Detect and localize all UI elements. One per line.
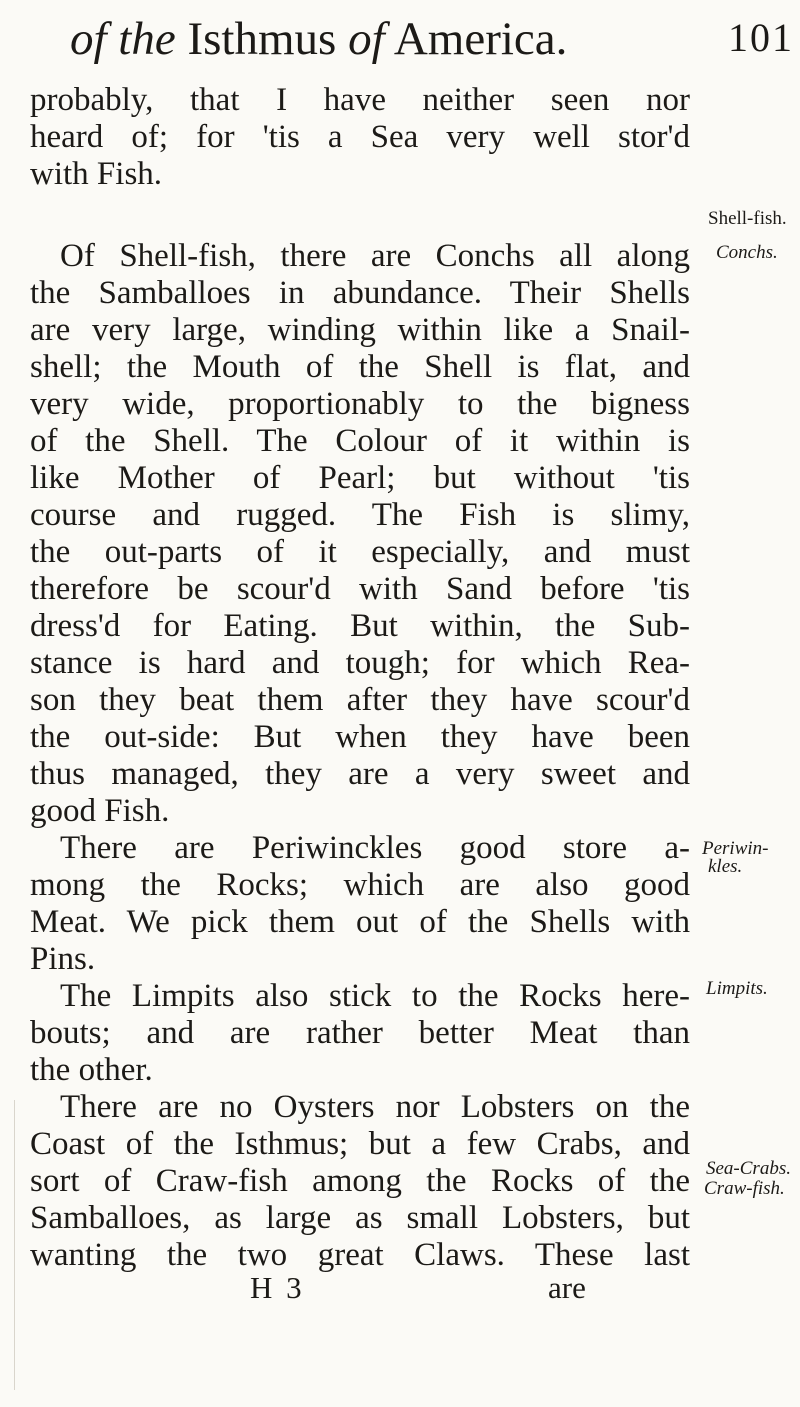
text-line: Meat. We pick them out of the Shells with [30,904,690,940]
title-main: Isthmus [187,13,337,65]
text-line: The Limpits also stick to the Rocks here- [60,978,690,1014]
margin-note-sea-crabs: Sea-Crabs. [706,1158,791,1179]
text-line: good Fish. [30,793,170,829]
text-line: very wide, proportionably to the bigness [30,386,690,422]
text-line: are very large, winding within like a Snail- [30,312,690,348]
text-line: Pins. [30,941,96,977]
text-line: the other. [30,1052,153,1088]
running-header [0,8,800,68]
page-number: 101 [728,15,794,60]
margin-note-limpits: Limpits. [706,978,768,999]
text-line: dress'd for Eating. But within, the Sub- [30,608,690,644]
text-line: of the Shell. The Colour of it within is [30,423,690,459]
title-italic-part-2: of [348,13,385,65]
text-line: sort of Craw-fish among the Rocks of the [30,1163,690,1199]
text-line: therefore be scour'd with Sand before 'tis [30,571,690,607]
text-line: bouts; and are rather better Meat than [30,1015,690,1051]
catchword: are [548,1270,586,1305]
margin-note-conchs: Conchs. [716,242,778,263]
text-line: Coast of the Isthmus; but a few Crabs, and [30,1126,690,1162]
title-end: America. [393,13,568,65]
text-line: Of Shell-fish, there are Conchs all along [60,238,690,274]
text-line: course and rugged. The Fish is slimy, [30,497,690,533]
text-line: probably, that I have neither seen nor [30,82,690,118]
text-line: thus managed, they are a very sweet and [30,756,690,792]
page-footer [0,1270,800,1310]
text-line: Samballoes, as large as small Lobsters, but [30,1200,690,1236]
text-line: the out-side: But when they have been [30,719,690,755]
text-line: like Mother of Pearl; but without 'tis [30,460,690,496]
margin-note-periwinkles-1: Periwin- [702,838,769,859]
margin-note-periwinkles-2: kles. [708,856,743,877]
text-line: stance is hard and tough; for which Rea- [30,645,690,681]
text-line: son they beat them after they have scour'd [30,682,690,718]
text-line: the out-parts of it especially, and must [30,534,690,570]
text-line: There are Periwinckles good store a- [60,830,690,866]
text-line: mong the Rocks; which are also good [30,867,690,903]
page-edge-shadow [14,1100,15,1390]
margin-note-craw-fish: Craw-fish. [704,1178,785,1199]
text-line: heard of; for 'tis a Sea very well stor'd [30,119,690,155]
margin-note-shell-fish: Shell-fish. [708,208,787,229]
text-line: There are no Oysters nor Lobsters on the [60,1089,690,1125]
signature-mark: H 3 [250,1270,305,1305]
text-line: with Fish. [30,156,163,192]
text-line: wanting the two great Claws. These last [30,1237,690,1273]
running-title [70,12,567,66]
text-line: the Samballoes in abundance. Their Shells [30,275,690,311]
text-line: shell; the Mouth of the Shell is flat, and [30,349,690,385]
title-italic-part-1: of the [70,13,176,65]
body-text [30,82,690,1274]
